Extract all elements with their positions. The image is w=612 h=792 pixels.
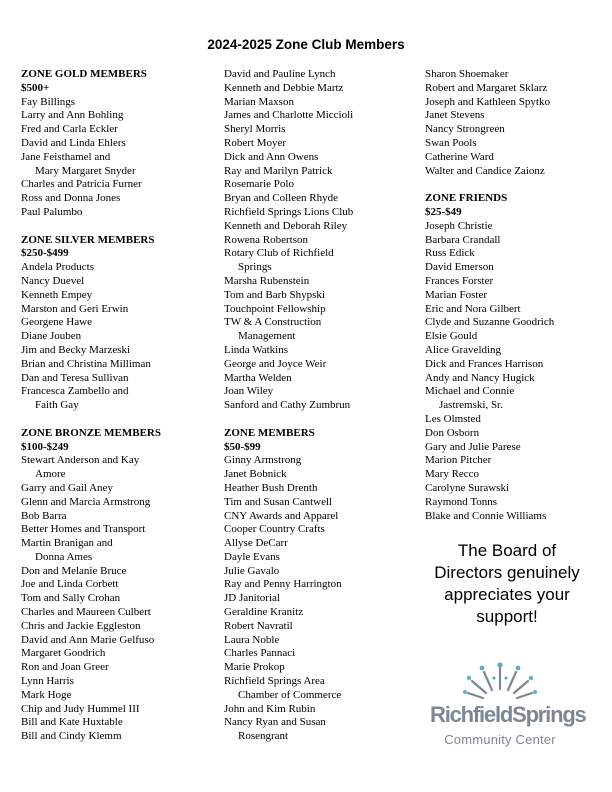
- member-name: Dick and Ann Owens: [224, 150, 319, 163]
- donation-range: $500+: [21, 81, 50, 94]
- page-title: 2024-2025 Zone Club Members: [207, 37, 405, 52]
- member-name: Heather Bush Drenth: [224, 481, 318, 494]
- member-name: Laura Noble: [224, 633, 280, 646]
- member-name: Fred and Carla Eckler: [21, 123, 118, 136]
- member-section: [21, 427, 216, 744]
- member-name: Nancy Strongreen: [425, 123, 505, 136]
- thanks-message: The Board of Directors genuinely appreciates your support!: [434, 541, 580, 626]
- member-name: Fay Billings: [21, 95, 76, 108]
- member-name: Carolyne Surawski: [425, 481, 510, 494]
- member-name: Francesca Zambello and: [21, 385, 129, 398]
- donation-range: $250-$499: [21, 247, 69, 260]
- member-name: Kenneth Empey: [21, 288, 93, 301]
- member-section: [21, 68, 216, 220]
- member-name: Jim and Becky Marzeski: [21, 343, 131, 356]
- member-name: Charles Pannaci: [224, 647, 296, 660]
- member-name: Gary and Julie Parese: [425, 440, 521, 453]
- member-name: Nancy Ryan and Susan: [224, 716, 326, 729]
- member-name: Stewart Anderson and Kay: [21, 454, 140, 467]
- member-name: Tom and Sally Crohan: [21, 592, 121, 605]
- member-name: Better Homes and Transport: [21, 523, 146, 536]
- member-name: Springs: [238, 261, 272, 274]
- member-name: Bill and Kate Huxtable: [21, 716, 123, 729]
- member-name: Elsie Gould: [425, 330, 478, 343]
- member-name: Marston and Geri Erwin: [21, 302, 129, 315]
- member-name: Blake and Connie Williams: [425, 509, 547, 522]
- member-name: JD Janitorial: [224, 592, 280, 605]
- member-name: Catherine Ward: [425, 150, 494, 163]
- member-name: Ron and Joan Greer: [21, 661, 109, 674]
- member-name: Janet Bobnick: [224, 468, 287, 481]
- member-name: Don and Melanie Bruce: [21, 564, 127, 577]
- member-name: Marie Prokop: [224, 661, 285, 674]
- member-section: [224, 427, 419, 744]
- member-name: TW & A Construction: [224, 316, 322, 329]
- member-name: Julie Gavalo: [224, 564, 280, 577]
- member-name: Ray and Penny Harrington: [224, 578, 342, 591]
- member-name: Walter and Candice Zaionz: [425, 164, 545, 177]
- member-name: Swan Pools: [425, 136, 477, 149]
- logo-name-text: RichfieldSprings: [430, 702, 586, 727]
- starburst-logo-icon: [430, 662, 570, 704]
- member-name: Frances Forster: [425, 274, 494, 287]
- member-section: [224, 68, 419, 413]
- member-name: David and Ann Marie Gelfuso: [21, 633, 155, 646]
- member-name: Sanford and Cathy Zumbrun: [224, 399, 351, 412]
- member-name: Dayle Evans: [224, 550, 280, 563]
- section-heading: ZONE BRONZE MEMBERS: [21, 426, 161, 439]
- member-name: Ginny Armstrong: [224, 454, 302, 467]
- member-name: Allyse DeCarr: [224, 537, 288, 550]
- member-name: Richfield Springs Lions Club: [224, 205, 354, 218]
- member-name: Touchpoint Fellowship: [224, 302, 326, 315]
- member-name: Robert Navratil: [224, 619, 293, 632]
- member-name: Barbara Crandall: [425, 233, 501, 246]
- member-name: CNY Awards and Apparel: [224, 509, 339, 522]
- member-name: Georgene Hawe: [21, 316, 92, 329]
- donation-range: $50-$99: [224, 440, 261, 453]
- member-name: Tim and Susan Cantwell: [224, 495, 333, 508]
- member-name: Raymond Tonns: [425, 495, 498, 508]
- member-name: Charles and Maureen Culbert: [21, 606, 151, 619]
- member-name: Sheryl Morris: [224, 123, 286, 136]
- member-name: Marian Maxson: [224, 95, 294, 108]
- member-name: Ray and Marilyn Patrick: [224, 164, 333, 177]
- member-name: Ross and Donna Jones: [21, 192, 121, 205]
- member-name: Diane Jouben: [21, 330, 82, 343]
- member-name: Don Osborn: [425, 426, 480, 439]
- members-column-2: [224, 68, 419, 758]
- member-name: Kenneth and Deborah Riley: [224, 219, 348, 232]
- member-name: Richfield Springs Area: [224, 675, 325, 688]
- member-name: Janet Stevens: [425, 109, 485, 122]
- member-name: Faith Gay: [35, 399, 79, 412]
- member-name: Rotary Club of Richfield: [224, 247, 334, 260]
- member-name: Marian Foster: [425, 288, 488, 301]
- member-name: Martin Branigan and: [21, 537, 113, 550]
- member-name: Garry and Gail Aney: [21, 481, 113, 494]
- member-name: Andela Products: [21, 261, 95, 274]
- member-name: Amore: [35, 468, 66, 481]
- member-name: Charles and Patricia Furner: [21, 178, 142, 191]
- member-name: Eric and Nora Gilbert: [425, 302, 521, 315]
- member-name: David and Pauline Lynch: [224, 68, 336, 80]
- member-name: David and Linda Ehlers: [21, 136, 126, 149]
- member-name: Dick and Frances Harrison: [425, 357, 544, 370]
- member-name: Lynn Harris: [21, 675, 74, 688]
- member-name: George and Joyce Weir: [224, 357, 327, 370]
- member-name: Joseph Christie: [425, 219, 493, 232]
- section-heading: ZONE MEMBERS: [224, 426, 315, 439]
- member-name: Jane Feisthamel and: [21, 150, 111, 163]
- member-name: Mark Hoge: [21, 688, 72, 701]
- member-name: Donna Ames: [35, 550, 93, 563]
- member-name: Joan Wiley: [224, 385, 274, 398]
- member-name: Mary Margaret Snyder: [35, 164, 136, 177]
- section-heading: ZONE GOLD MEMBERS: [21, 68, 147, 80]
- member-name: Mary Recco: [425, 468, 480, 481]
- members-column-1: [21, 68, 216, 758]
- donation-range: $100-$249: [21, 440, 69, 453]
- member-name: Bob Barra: [21, 509, 67, 522]
- member-name: John and Kim Rubin: [224, 702, 316, 715]
- member-name: Marsha Rubenstein: [224, 274, 310, 287]
- member-name: Clyde and Suzanne Goodrich: [425, 316, 555, 329]
- members-column-3: [425, 68, 605, 537]
- member-name: Brian and Christina Milliman: [21, 357, 151, 370]
- member-name: Bill and Cindy Klemm: [21, 730, 122, 743]
- member-name: Bryan and Colleen Rhyde: [224, 192, 338, 205]
- member-name: Rosengrant: [238, 730, 289, 743]
- member-name: Cooper Country Crafts: [224, 523, 325, 536]
- member-name: Sharon Shoemaker: [425, 68, 509, 80]
- member-name: Chamber of Commerce: [238, 688, 342, 701]
- section-heading: ZONE FRIENDS: [425, 192, 508, 205]
- member-name: David Emerson: [425, 261, 494, 274]
- member-name: Joseph and Kathleen Spytko: [425, 95, 550, 108]
- member-section: [425, 192, 605, 523]
- member-name: Andy and Nancy Hugick: [425, 371, 535, 384]
- member-name: Robert Moyer: [224, 136, 287, 149]
- member-section: [21, 234, 216, 413]
- member-name: Glenn and Marcia Armstrong: [21, 495, 151, 508]
- member-name: Dan and Teresa Sullivan: [21, 371, 129, 384]
- member-name: Alice Gravelding: [425, 343, 502, 356]
- member-name: Nancy Duevel: [21, 274, 85, 287]
- member-name: Rowena Robertson: [224, 233, 309, 246]
- member-name: Paul Palumbo: [21, 205, 83, 218]
- member-name: Chip and Judy Hummel III: [21, 702, 140, 715]
- member-name: Michael and Connie: [425, 385, 515, 398]
- member-name: Joe and Linda Corbett: [21, 578, 119, 591]
- member-section: [425, 68, 605, 178]
- member-name: Larry and Ann Bohling: [21, 109, 124, 122]
- member-name: James and Charlotte Miccioli: [224, 109, 354, 122]
- member-name: Kenneth and Debbie Martz: [224, 81, 344, 94]
- community-center-logo: [430, 662, 586, 762]
- member-name: Russ Edick: [425, 247, 475, 260]
- member-name: Les Olmsted: [425, 412, 481, 425]
- member-name: Margaret Goodrich: [21, 647, 106, 660]
- member-name: Jastremski, Sr.: [439, 399, 503, 412]
- member-name: Martha Welden: [224, 371, 292, 384]
- member-name: Marion Pitcher: [425, 454, 492, 467]
- member-name: Rosemarie Polo: [224, 178, 294, 191]
- member-name: Chris and Jackie Eggleston: [21, 619, 141, 632]
- member-name: Geraldine Kranitz: [224, 606, 304, 619]
- member-name: Management: [238, 330, 296, 343]
- member-name: Tom and Barb Shypski: [224, 288, 325, 301]
- logo-subtitle-text: Community Center: [444, 732, 556, 747]
- section-heading: ZONE SILVER MEMBERS: [21, 233, 155, 246]
- member-name: Robert and Margaret Sklarz: [425, 81, 548, 94]
- member-name: Linda Watkins: [224, 343, 288, 356]
- donation-range: $25-$49: [425, 205, 462, 218]
